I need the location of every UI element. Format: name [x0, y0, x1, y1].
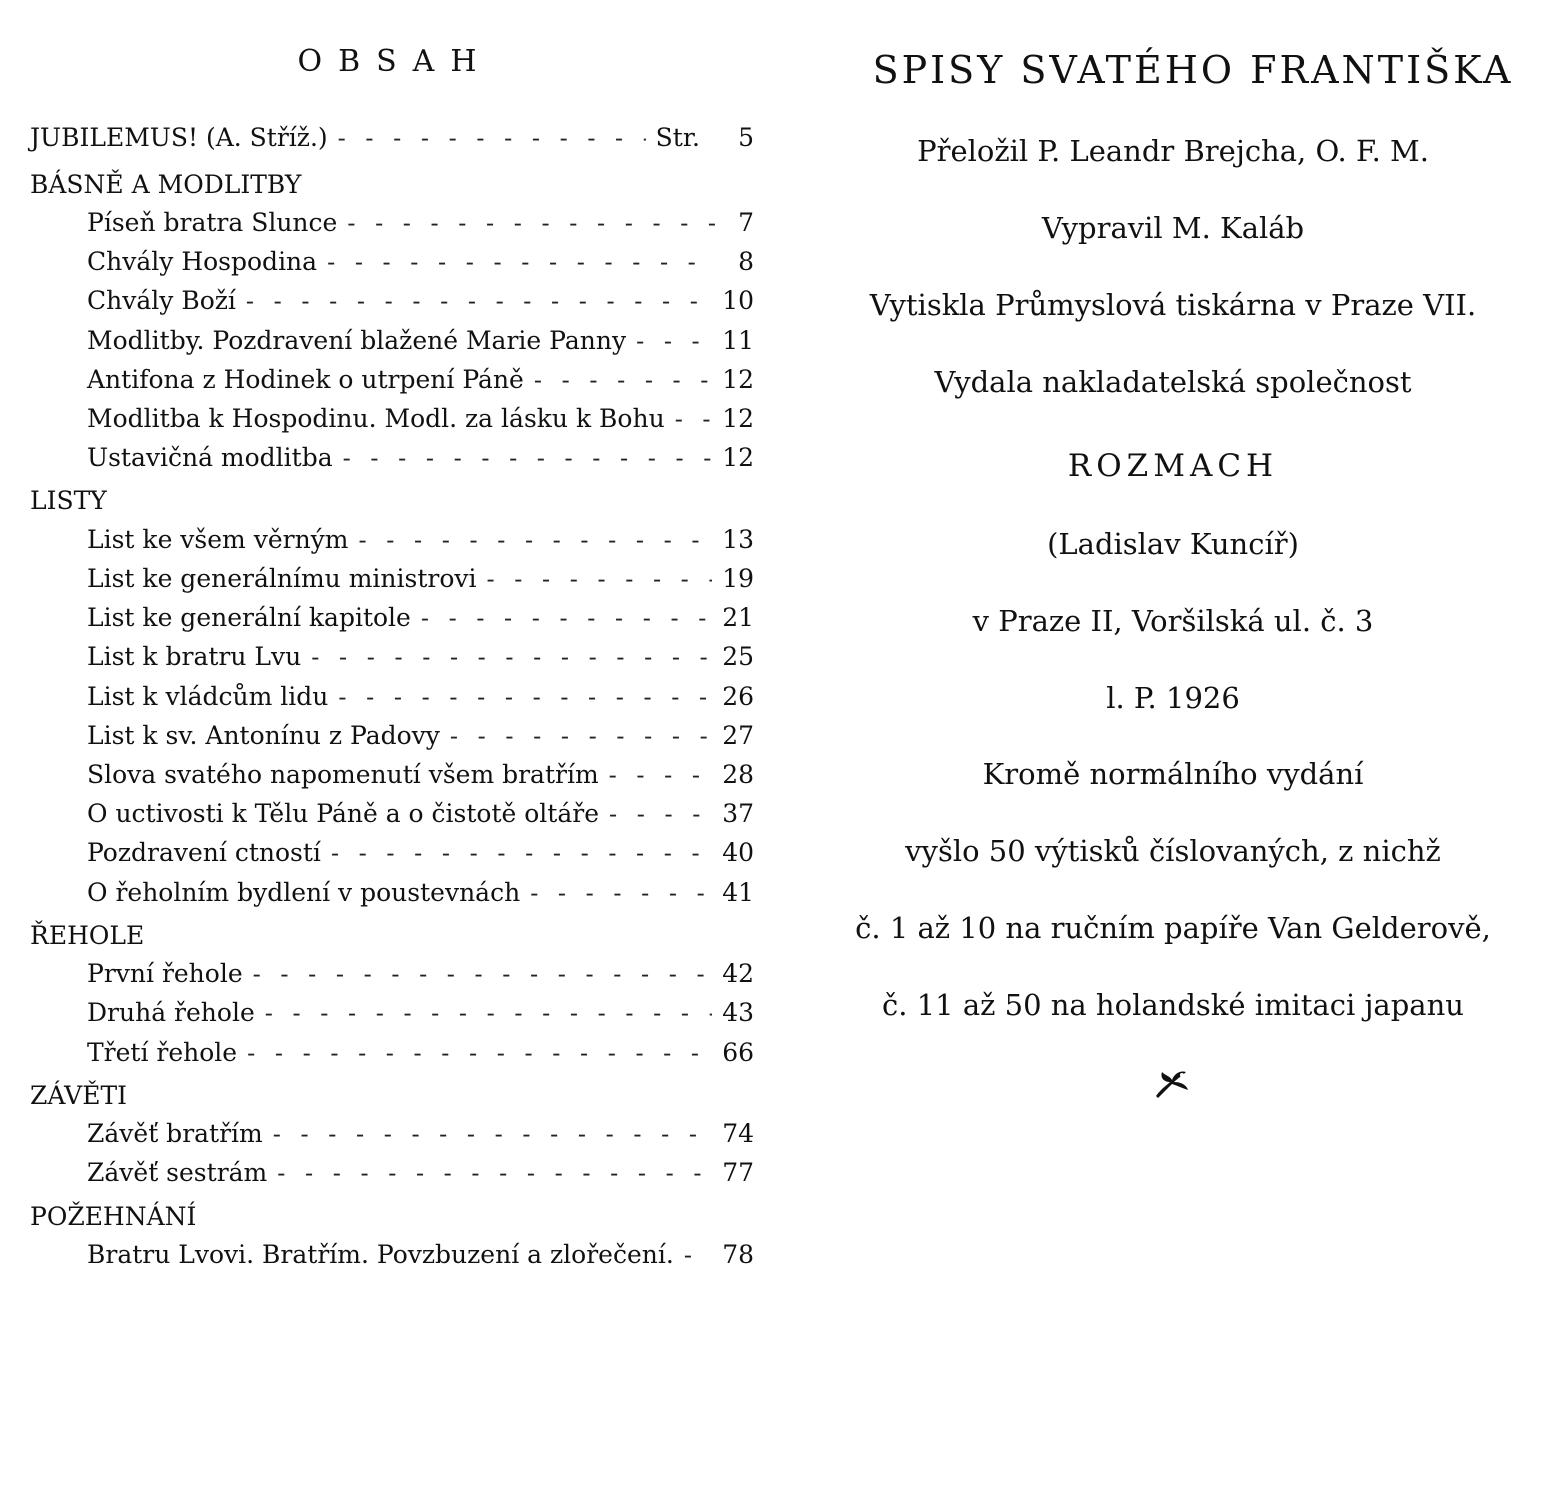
toc-entry-label: O uctivosti k Tělu Páně a o čistotě oltáře [87, 799, 599, 829]
toc-entry-page: 42 [722, 959, 754, 989]
toc-entry-label: Ustavičná modlitba [87, 443, 333, 473]
dot-leader [253, 960, 713, 988]
toc-entry [30, 1240, 754, 1279]
toc-entry-label: List k vládcům lidu [87, 681, 329, 711]
toc-title: OBSAH [297, 44, 493, 79]
dot-leader [636, 327, 712, 355]
dot-leader [609, 800, 712, 828]
toc-entry [30, 760, 754, 799]
toc-entry [30, 998, 754, 1037]
toc-entry-page: 11 [722, 325, 754, 355]
dot-leader [487, 565, 713, 593]
toc-entry-page: 25 [722, 642, 754, 672]
toc-entry-preface [30, 123, 754, 166]
toc-entry-page: 19 [722, 564, 754, 593]
toc-entry-page: 74 [722, 1119, 754, 1149]
toc-entry [30, 564, 754, 603]
dot-leader [246, 287, 712, 315]
toc-entry-label: Chvály Boží [87, 286, 236, 316]
toc-entry [30, 682, 754, 721]
dot-leader [338, 683, 712, 711]
toc-entry [30, 326, 754, 365]
toc-entry-label: Antifona z Hodinek o utrpení Páně [87, 364, 524, 394]
translator-line: Přeložil P. Leandr Brejcha, O. F. M. [917, 134, 1429, 168]
toc-entry-page: 37 [722, 799, 754, 829]
dot-leader [609, 761, 713, 789]
toc-entry [30, 1158, 754, 1197]
toc-section-label: BÁSNĚ A MODLITBY [30, 169, 302, 199]
toc-entry-label: Slova svatého napomenutí všem bratřím [87, 759, 599, 789]
toc-entry-page: 21 [722, 603, 754, 633]
dot-leader [331, 839, 712, 867]
dot-leader [338, 124, 646, 152]
edition-note-line-2: vyšlo 50 výtisků číslovaných, z nichž [905, 834, 1441, 868]
toc-entry [30, 878, 754, 917]
toc-entry-label: List k bratru Lvu [87, 642, 302, 672]
toc-entry-label: List ke generální kapitole [87, 603, 411, 633]
toc-entry-page: 12 [722, 364, 754, 394]
toc-entry [30, 208, 754, 247]
toc-entry-label: Třetí řehole [87, 1037, 238, 1067]
dot-leader [450, 722, 712, 750]
toc-entry-page: 77 [722, 1158, 754, 1188]
year-line: l. P. 1926 [1106, 681, 1240, 715]
toc-entry-label: List ke všem věrným [87, 524, 349, 554]
toc-entry-page: 13 [722, 524, 754, 554]
toc-entry-page: 28 [722, 759, 754, 789]
toc-section-heading [30, 1077, 754, 1120]
toc-entry-label: Bratru Lvovi. Bratřím. Povzbuzení a zlořečení. [87, 1240, 674, 1270]
toc-entry [30, 365, 754, 404]
edition-note-line-3: č. 1 až 10 na ručním papíře Van Gelderově, [855, 911, 1491, 945]
toc-section-heading [30, 166, 754, 209]
publisher-name: ROZMACH [1067, 448, 1279, 484]
toc-entry-page: 27 [722, 720, 754, 750]
toc-entry-page: 12 [722, 443, 754, 473]
toc-entry-label: JUBILEMUS! (A. Stříž.) [30, 123, 328, 152]
toc-entry [30, 799, 754, 838]
toc-entry-label: Chvály Hospodina [87, 247, 318, 277]
toc-entry-page: 66 [722, 1037, 754, 1067]
dot-leader [534, 366, 712, 394]
edition-note-line-4: č. 11 až 50 na holandské imitaci japanu [882, 988, 1464, 1022]
toc-entry-page: 43 [722, 998, 754, 1028]
dot-leader [247, 1039, 712, 1067]
toc-entry-page: 41 [722, 877, 754, 907]
dot-leader [343, 444, 713, 472]
publisher-intro-line: Vydala nakladatelská společnost [934, 365, 1412, 399]
dot-leader [684, 1241, 712, 1269]
book-title: SPISY SVATÉHO FRANTIŠKA [872, 48, 1514, 92]
dot-leader [675, 405, 713, 433]
toc-entry-page: 40 [722, 838, 754, 868]
toc-entry [30, 1119, 754, 1158]
toc-entry-page: 26 [722, 681, 754, 711]
toc-section-label: POŽEHNÁNÍ [30, 1201, 197, 1231]
dot-leader [265, 999, 712, 1027]
toc-entry-label: Druhá řehole [87, 998, 255, 1028]
toc-entry [30, 721, 754, 760]
toc-entry-page: 5 [738, 123, 754, 152]
toc-list [30, 123, 754, 1279]
toc-entry-page: 10 [722, 286, 754, 316]
edition-note-line-1: Kromě normálního vydání [982, 757, 1364, 791]
dot-leader [530, 879, 712, 907]
toc-section-heading [30, 917, 754, 960]
toc-entry-page: 12 [722, 403, 754, 433]
dot-leader [311, 643, 712, 671]
toc-entry-label: List k sv. Antonínu z Padovy [87, 720, 440, 750]
toc-section-heading [30, 482, 754, 525]
toc-entry [30, 603, 754, 642]
toc-entry [30, 443, 754, 482]
fleuron-ornament-icon [1152, 1066, 1192, 1100]
printer-line: Vytiskla Průmyslová tiskárna v Praze VII. [869, 288, 1477, 322]
toc-entry-label: Pozdravení ctností [87, 838, 321, 868]
dot-leader [421, 604, 712, 632]
toc-entry-page: 8 [738, 247, 754, 277]
colophon-page [800, 0, 1566, 1500]
designer-line: Vypravil M. Kaláb [1041, 211, 1305, 245]
toc-section-label: ŘEHOLE [30, 920, 145, 950]
dot-leader [327, 248, 716, 276]
toc-entry-label: Modlitba k Hospodinu. Modl. za lásku k Bohu [87, 403, 665, 433]
toc-entry [30, 1038, 754, 1077]
toc-section-label: ZÁVĚTI [30, 1080, 128, 1110]
toc-entry-page: 7 [738, 208, 754, 237]
dot-leader [277, 1159, 712, 1187]
toc-entry [30, 642, 754, 681]
toc-entry [30, 959, 754, 998]
dot-leader [273, 1120, 712, 1148]
toc-section-heading [30, 1198, 754, 1241]
toc-entry-page: 78 [722, 1240, 754, 1270]
toc-entry-label: Závěť sestrám [87, 1158, 268, 1188]
publisher-owner-line: (Ladislav Kuncíř) [1047, 527, 1299, 561]
address-line: v Praze II, Voršilská ul. č. 3 [972, 604, 1374, 638]
toc-section-label: LISTY [30, 486, 107, 516]
toc-entry [30, 404, 754, 443]
toc-entry-label: Modlitby. Pozdravení blažené Marie Panny [87, 325, 627, 355]
toc-entry [30, 525, 754, 564]
toc-entry-label: Závěť bratřím [87, 1119, 263, 1149]
toc-entry-label: Píseň bratra Slunce [87, 208, 338, 237]
toc-entry-label: První řehole [87, 959, 243, 989]
toc-entry-label: List ke generálnímu ministrovi [87, 564, 477, 593]
page-column-label: Str. [655, 123, 700, 152]
toc-entry [30, 247, 754, 286]
dot-leader [347, 209, 716, 237]
dot-leader [359, 526, 713, 554]
toc-entry [30, 838, 754, 877]
toc-entry [30, 286, 754, 325]
toc-entry-label: O řeholním bydlení v poustevnách [87, 877, 521, 907]
